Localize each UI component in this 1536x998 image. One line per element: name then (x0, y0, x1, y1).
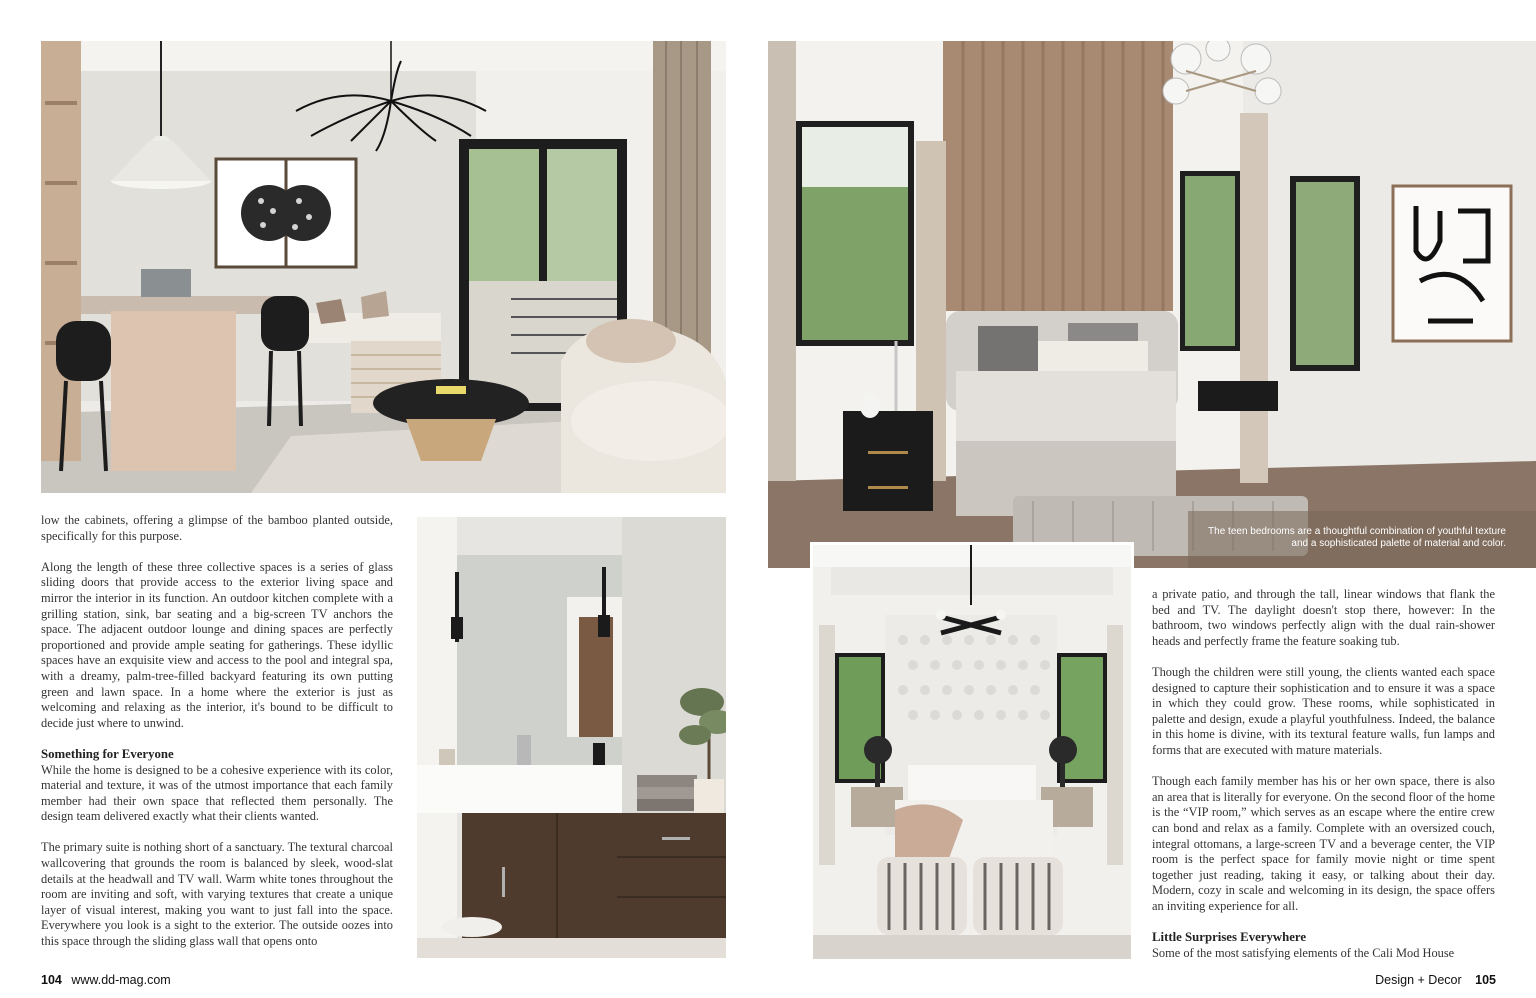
paragraph: The primary suite is nothing short of a sanctuary. The textural charcoal wallcovering that grounds the room is balanced by sleek, wood-slat details at the headwall and TV wall. Warm white tones throughout the room are inviting and soft, with varying textures that create a unique layer of visual interest, making you want to just fall into the space. Everywhere you look is a sight to the exterior. The outside oozes into this space through the sliding glass wall that opens onto (41, 840, 393, 949)
section-heading: Little Surprises Everywhere (1152, 930, 1307, 945)
section-heading: Something for Everyone (41, 746, 174, 761)
page-number: 105 (1475, 973, 1496, 987)
photo-caption: The teen bedrooms are a thoughtful combination of youthful texture and a sophisticated palette of material and color. (1208, 526, 1506, 549)
paragraph: Some of the most satisfying elements of the Cali Mod House (1152, 945, 1455, 960)
living-room-photo (41, 41, 726, 493)
left-page-column (41, 513, 393, 950)
page-number: 104 (41, 973, 62, 987)
paragraph: While the home is designed to be a cohesive experience with its color, material and texture, it was of the utmost importance that each family member had their own space that reflected them personally. The design team delivered exactly what their clients wanted. (41, 762, 393, 824)
right-footer (1375, 973, 1496, 987)
magazine-name: Design + Decor (1375, 973, 1462, 987)
paragraph: low the cabinets, offering a glimpse of the bamboo planted outside, specifically for this purpose. (41, 513, 393, 543)
paragraph: Though each family member has his or her own space, there is also an area that is literally for everyone. On the second floor of the home is the “VIP room,” which serves as an escape where the entire crew can bond and relax as a family. Complete with an oversized couch, integral ottomans, a large-screen TV and a beverage center, the VIP room is the perfect space for family movie night or time spent together just reading, taking it easy, or talking about their day. Modern, cozy in scale and welcoming in its design, the space offers an inviting experience for all. (1152, 774, 1495, 913)
paragraph: a private patio, and through the tall, linear windows that flank the bed and TV. The daylight doesn't stop there, however: In the bathroom, two windows perfectly align with the dual rain-shower heads and perfectly frame the feature soaking tub. (1152, 587, 1495, 648)
paragraph: Along the length of these three collective spaces is a series of glass sliding doors that provide access to the exterior living space and mirror the interior in its function. An outdoor kitchen complete with a grilling station, sink, bar seating and a big-screen TV anchors the space. The adjacent outdoor lounge and dining spaces are perfectly proportioned and provide ample seating for gatherings. These idyllic spaces have an exquisite view and access to the pool and integral spa, with a dreamy, palm-tree-filled backyard featuring its own putting green and lawn space. In a home where the exterior is just as welcoming and relaxing as the interior, it's bound to be difficult to decide just where to unwind. (41, 559, 393, 730)
bathroom-vanity-photo (417, 517, 726, 958)
paragraph: Though the children were still young, the clients wanted each space designed to capture their sophistication and to ensure it was a space in which they could grow. These rooms, while sophisticated in palette and design, exude a playful youthfulness. Indeed, the balance in this home is divine, with its textural feature walls, fun lamps and forms that are executed with mature materials. (1152, 664, 1495, 757)
right-page-column (1152, 587, 1495, 961)
left-footer (41, 973, 171, 987)
teen-bedroom-photo (768, 41, 1536, 568)
kids-bedroom-photo (810, 542, 1134, 962)
site-link[interactable]: www.dd-mag.com (71, 973, 171, 987)
